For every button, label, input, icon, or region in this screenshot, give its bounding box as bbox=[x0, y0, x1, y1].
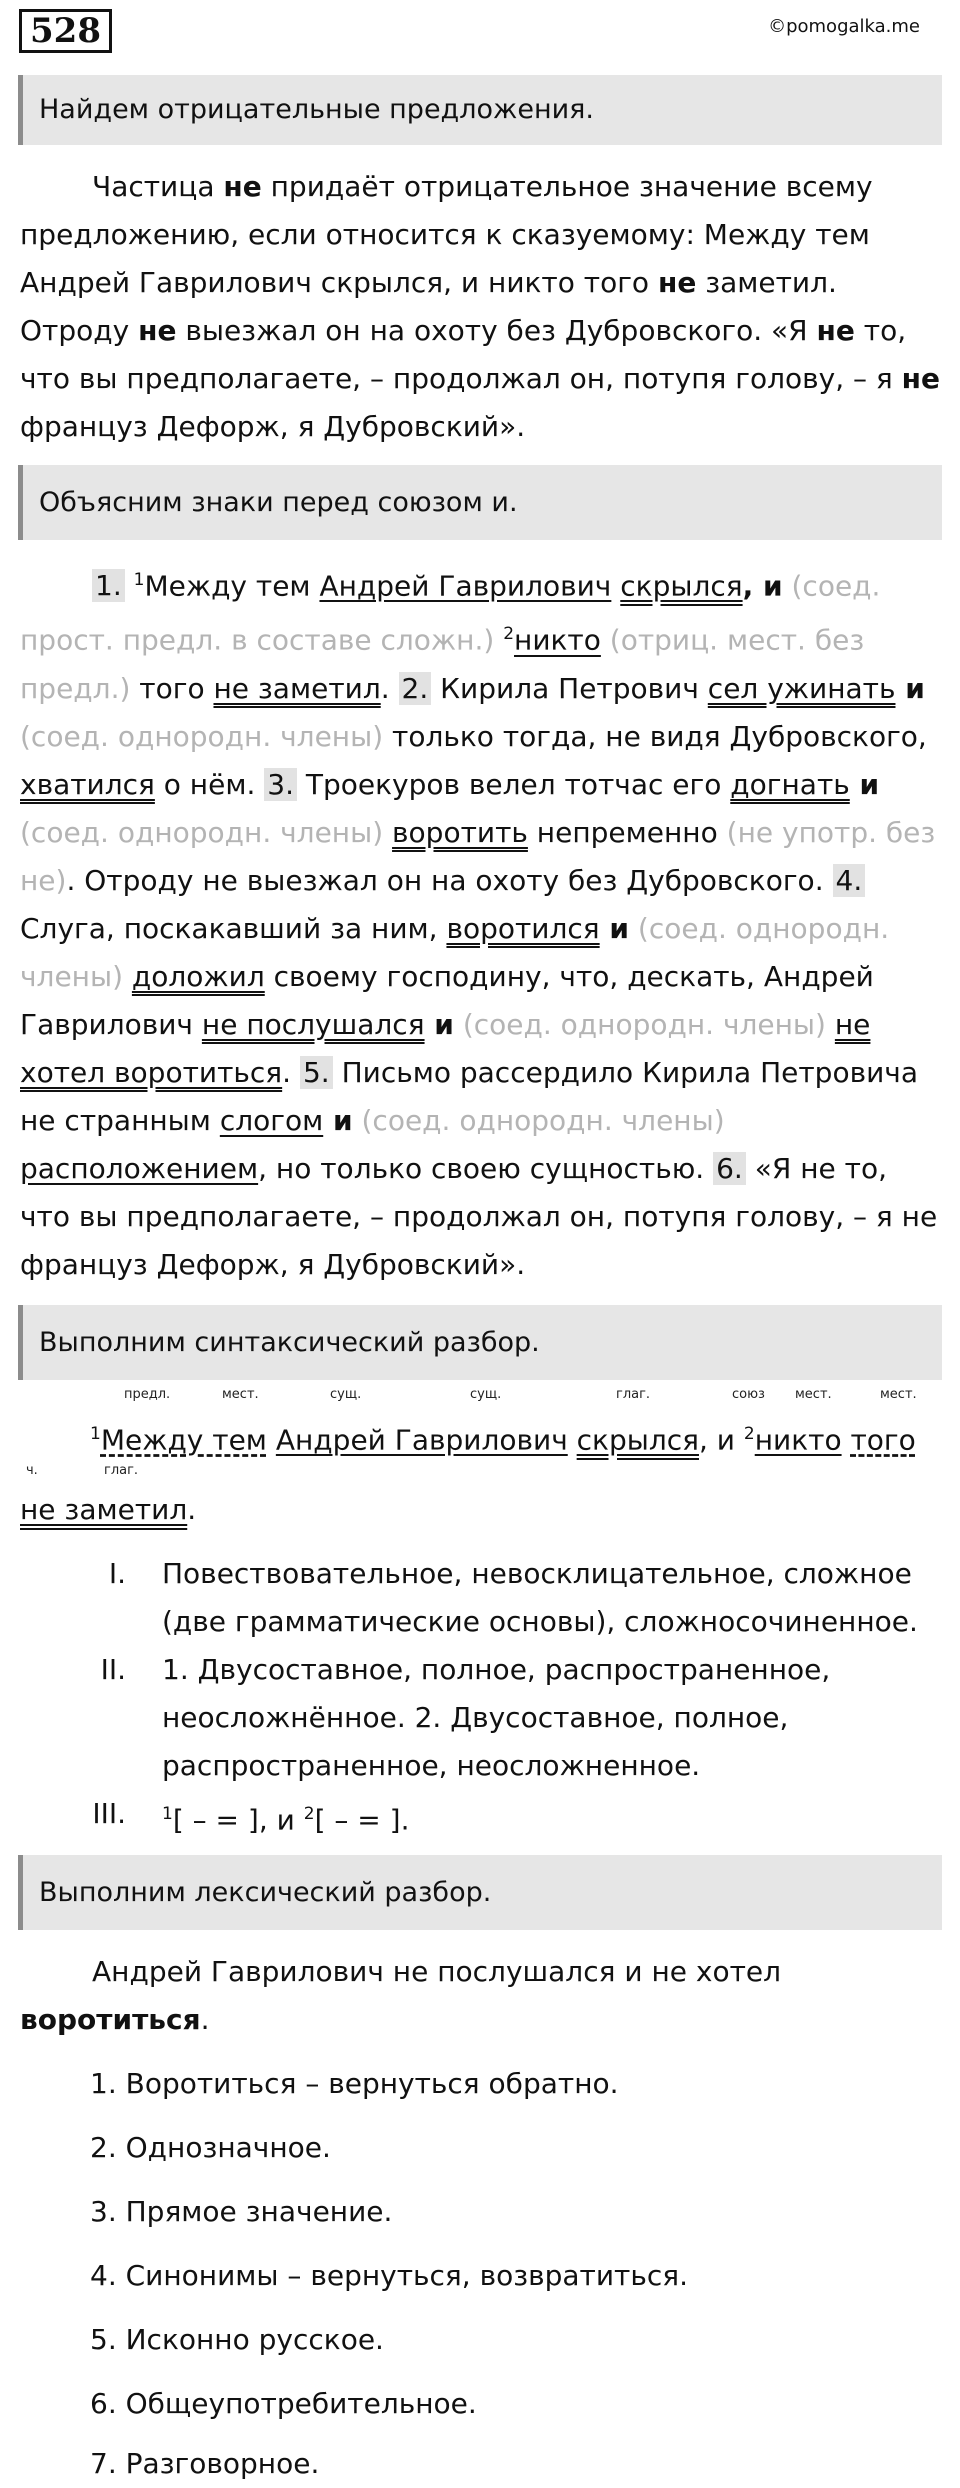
pos-label: союз bbox=[732, 1387, 765, 1402]
lexical-item: 4. Синонимы – вернуться, возвратиться. bbox=[90, 2259, 688, 2292]
syntax-item-text: Повествовательное, невосклицательное, сложное (две грамматические основы), сложносочиненное. bbox=[162, 1557, 918, 1638]
syntax-sentence-line1: $^1$Между тем Андрей Гаврилович скрылся, и $^2$никто того bbox=[90, 1423, 916, 1457]
lexical-item: 6. Общеупотребительное. bbox=[90, 2387, 477, 2420]
lexical-item: 5. Исконно русское. bbox=[90, 2323, 384, 2356]
syntax-sentence-line2: не заметил. bbox=[20, 1493, 197, 1526]
lexical-item: 1. Воротиться – вернуться обратно. bbox=[90, 2067, 619, 2100]
section-header-syntax: Выполним синтаксический разбор. bbox=[18, 1305, 942, 1380]
task-number: 528 bbox=[19, 9, 112, 53]
site-brand: ©pomogalka.me bbox=[768, 16, 920, 37]
paragraph-punctuation: 1. $^1$Между тем Андрей Гаврилович скрылся, и (соед. прост. предл. в составе сложн.) $^2$никто (отриц. мест. без предл.) того не заметил. 2. Кирила Петрович сел ужинать и (соед. однородн. члены) только тогда, не видя Дубровского, хватился о нём. 3. Троекуров велел тотчас его догнать и (соед. однородн. члены) воротить непременно (не употр. без не). Отроду не выезжал он на охоту без Дубровского. 4. Слуга, поскакавший за ним, воротился и (соед. однородн. члены) доложил своему господину, что, дескать, Андрей Гаврилович не послушался и (соед. однородн. члены) не хотел воротиться. 5. Письмо рассердило Кирила Петровича не странным слогом и (соед. однородн. члены) расположением, но только своею сущностью. 6. «Я не то, что вы предполагаете, – продолжал он, потупя голову, – я не француз Дефорж, я Дубровский». bbox=[20, 569, 938, 1281]
pos-label: мест. bbox=[222, 1387, 259, 1402]
pos-label: глаг. bbox=[616, 1387, 651, 1402]
pos-label: сущ. bbox=[330, 1387, 362, 1402]
section-header-punctuation: Объясним знаки перед союзом и. bbox=[18, 465, 942, 540]
lexical-item: 3. Прямое значение. bbox=[90, 2195, 393, 2228]
pos-label: мест. bbox=[795, 1387, 832, 1402]
pos-label: мест. bbox=[880, 1387, 917, 1402]
lexical-intro: Андрей Гаврилович не послушался и не хотел воротиться. bbox=[20, 1955, 782, 2036]
syntax-scheme: $^1$[ – = ], и $^2$[ – = ]. bbox=[162, 1803, 410, 1837]
pos-label: сущ. bbox=[470, 1387, 502, 1402]
section-header-negative: Найдем отрицательные предложения. bbox=[18, 75, 942, 145]
item-roman: I. bbox=[108, 1557, 126, 1590]
pos-label: предл. bbox=[124, 1387, 171, 1402]
lexical-item: 2. Однозначное. bbox=[90, 2131, 331, 2164]
section-header-lexical: Выполним лексический разбор. bbox=[18, 1855, 942, 1930]
syntax-item-text: 1. Двусоставное, полное, распространенное, неосложнённое. 2. Двусоставное, полное, распространенное, неосложненное. bbox=[162, 1653, 831, 1782]
pos-label: ч. bbox=[26, 1463, 38, 1478]
lexical-item: 7. Разговорное. bbox=[90, 2447, 320, 2480]
pos-label: глаг. bbox=[104, 1463, 139, 1478]
item-roman: II. bbox=[100, 1653, 126, 1686]
paragraph-negative: Частица не придаёт отрицательное значение всему предложению, если относится к сказуемому: Между тем Андрей Гаврилович скрылся, и никто того не заметил. Отроду не выезжал он на охоту без Дубровского. «Я не то, что вы предполагаете, – продолжал он, потупя голову, – я не француз Дефорж, я Дубровский». bbox=[20, 170, 941, 443]
item-roman: III. bbox=[92, 1797, 126, 1830]
